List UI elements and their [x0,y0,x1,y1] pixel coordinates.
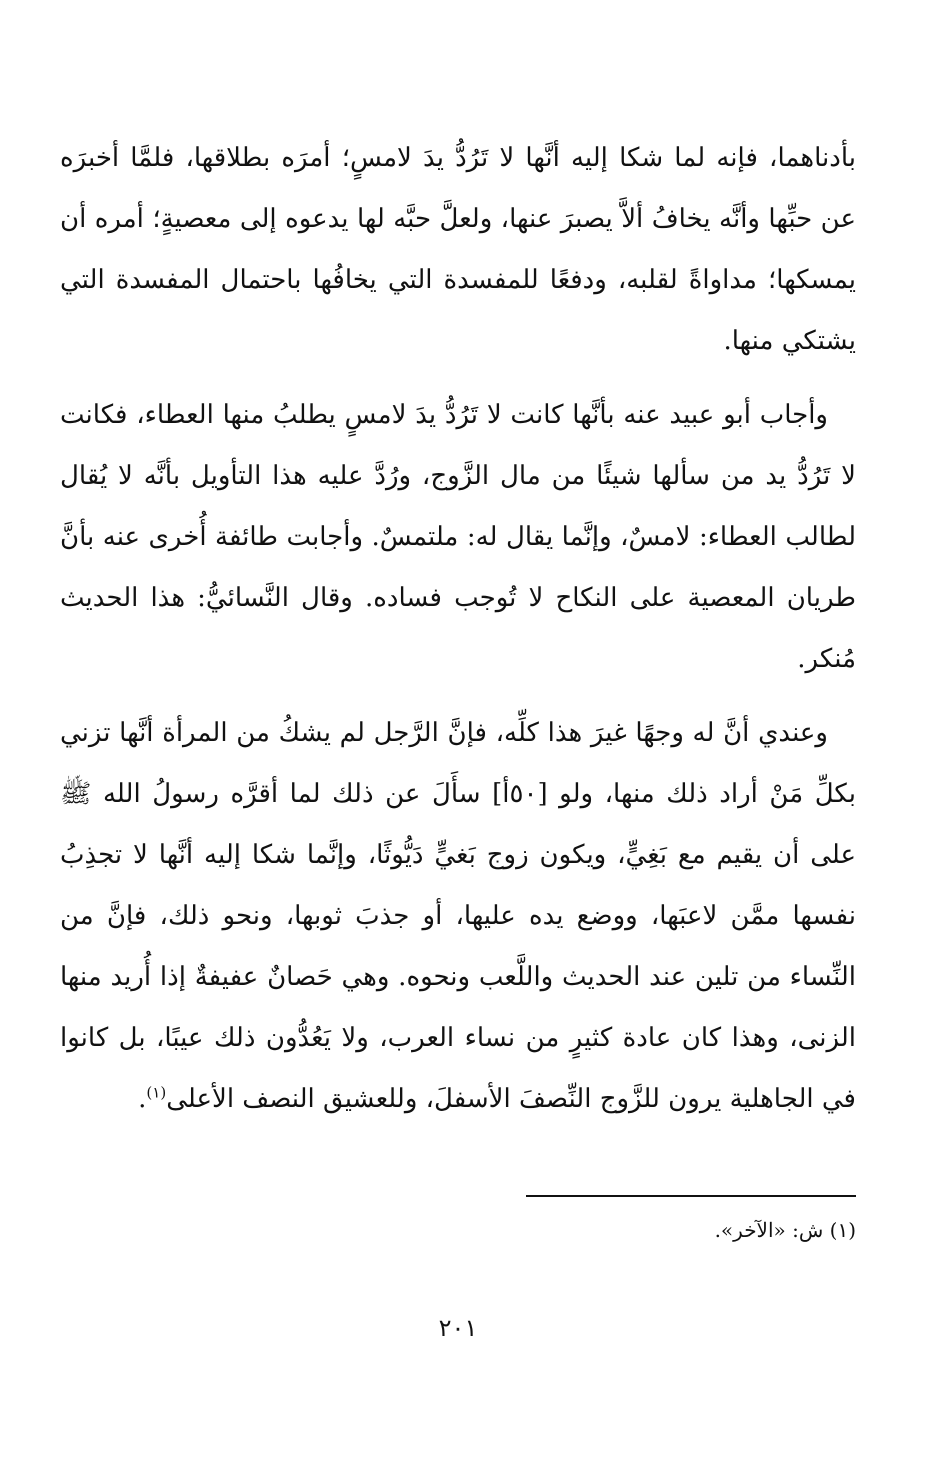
footnote-separator [526,1195,856,1197]
footnote-reference: (١) [146,1083,167,1102]
paragraph-3-text: وعندي أنَّ له وجهًا غيرَ هذا كلِّه، فإنَّ الرَّجل لم يشكُ من المرأة أنَّها تزني بكلِّ مَنْ أراد ذلك منها، ولو [٥٠أ] سأَلَ عن ذلك لما أقرَّه رسولُ الله ﷺ على أن يقيم مع بَغِيٍّ، ويكون زوج بَغيٍّ دَيُّوثًا، وإنَّما شكا إليه أنَّها لا تجذِبُ نفسها ممَّن لاعبَها، ووضع يده عليها، أو جذبَ ثوبها، ونحو ذلك، فإنَّ من النِّساء من تلين عند الحديث واللَّعب ونحوه. وهي حَصانٌ عفيفةٌ إذا أُريد منها الزنى، وهذا كان عادة كثيرٍ من نساء العرب، ولا يَعُدُّون ذلك عيبًا، بل كانوا في الجاهلية يرون للزَّوج النِّصفَ الأسفلَ، وللعشيق النصف الأعلى [60,718,856,1114]
paragraph-3 [60,703,856,1130]
paragraph-1: بأدناهما، فإنه لما شكا إليه أنَّها لا تَرُدُّ يدَ لامسٍ؛ أمرَه بطلاقها، فلمَّا أخبرَه عن حبِّها وأنَّه يخافُ ألاَّ يصبرَ عنها، ولعلَّ حبَّه لها يدعوه إلى معصيةٍ؛ أمره أن يمسكها؛ مداواةً لقلبه، ودفعًا للمفسدة التي يخافُها باحتمال المفسدة التي يشتكي منها. [60,143,856,356]
paragraph-2: وأجاب أبو عبيد عنه بأنَّها كانت لا تَرُدُّ يدَ لامسٍ يطلبُ منها العطاء، فكانت لا تَرُدُّ يد من سألها شيئًا من مال الزَّوج، ورُدَّ عليه هذا التأويل بأنَّه لا يُقال لطالب العطاء: لامسٌ، وإنَّما يقال له: ملتمسٌ. وأجابت طائفة أُخرى عنه بأنَّ طريان المعصية على النكاح لا تُوجب فساده. وقال النَّسائيُّ: هذا الحديث مُنكر. [60,400,856,674]
footnote: (١) ش: «الآخر». [714,1218,856,1242]
page-number: ٢٠١ [438,1314,478,1342]
book-page [60,128,856,1465]
paragraph-3-end: . [138,1084,147,1114]
